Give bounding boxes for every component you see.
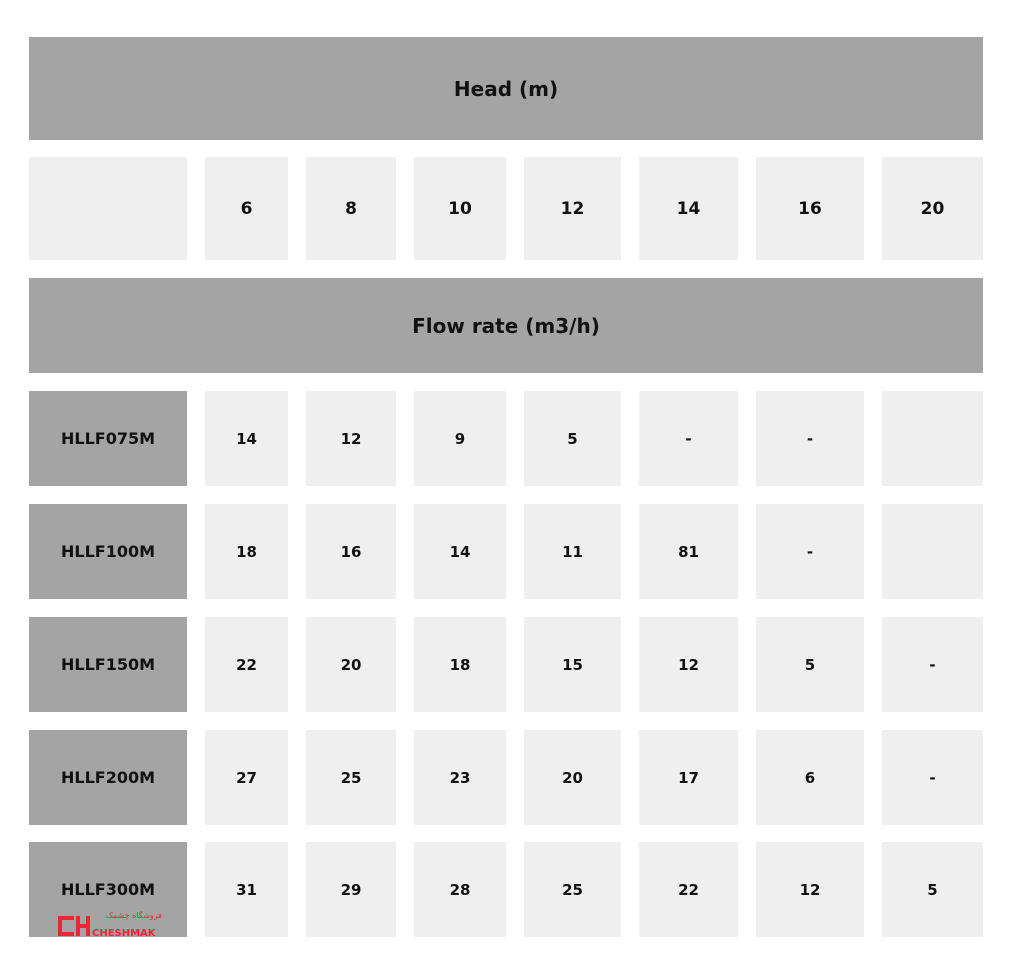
flow-value-cell: 12: [306, 391, 396, 486]
head-value-cell: 14: [639, 157, 738, 260]
logo-brand: CHESHMAK: [92, 928, 156, 938]
flow-value-cell: 5: [524, 391, 621, 486]
flow-value-cell: 29: [306, 842, 396, 937]
flow-value-cell: 18: [414, 617, 506, 712]
flow-value-cell: 9: [414, 391, 506, 486]
model-cell: HLLF150M: [29, 617, 187, 712]
flow-title: Flow rate (m3/h): [412, 313, 600, 338]
cheshmak-logo: [58, 910, 166, 938]
flow-value-cell: -: [882, 730, 983, 825]
flow-value-cell: -: [882, 617, 983, 712]
model-cell: HLLF100M: [29, 504, 187, 599]
flow-value-cell: 18: [205, 504, 288, 599]
flow-value-cell: 23: [414, 730, 506, 825]
flow-value-cell: 31: [205, 842, 288, 937]
head-value-cell: 8: [306, 157, 396, 260]
flow-value-cell: 11: [524, 504, 621, 599]
flow-value-cell: 25: [306, 730, 396, 825]
flow-value-cell: [882, 391, 983, 486]
flow-value-cell: 6: [756, 730, 864, 825]
head-value-cell: 20: [882, 157, 983, 260]
model-cell: HLLF075M: [29, 391, 187, 486]
flow-value-cell: 14: [414, 504, 506, 599]
flow-value-cell: 12: [756, 842, 864, 937]
flow-value-cell: 17: [639, 730, 738, 825]
head-title-band: [29, 37, 983, 140]
flow-value-cell: 81: [639, 504, 738, 599]
flow-value-cell: 12: [639, 617, 738, 712]
corner-cell: [29, 157, 187, 260]
flow-value-cell: 20: [306, 617, 396, 712]
flow-value-cell: 20: [524, 730, 621, 825]
flow-title-band: [29, 278, 983, 373]
flow-value-cell: 22: [205, 617, 288, 712]
flow-value-cell: 14: [205, 391, 288, 486]
flow-value-cell: 27: [205, 730, 288, 825]
flow-value-cell: 22: [639, 842, 738, 937]
head-title: Head (m): [453, 76, 559, 101]
head-value-cell: 12: [524, 157, 621, 260]
model-cell: HLLF200M: [29, 730, 187, 825]
flow-value-cell: -: [756, 391, 864, 486]
flow-value-cell: 15: [524, 617, 621, 712]
logo-subtitle: فروشگاه چشمک: [105, 911, 162, 920]
head-value-cell: 16: [756, 157, 864, 260]
model-cell: HLLF300M: [29, 842, 187, 937]
head-value-cell: 10: [414, 157, 506, 260]
flow-value-cell: -: [639, 391, 738, 486]
head-value-cell: 6: [205, 157, 288, 260]
flow-value-cell: 16: [306, 504, 396, 599]
flow-value-cell: -: [756, 504, 864, 599]
flow-value-cell: 28: [414, 842, 506, 937]
flow-value-cell: 5: [756, 617, 864, 712]
flow-value-cell: 25: [524, 842, 621, 937]
flow-value-cell: [882, 504, 983, 599]
flow-value-cell: 5: [882, 842, 983, 937]
